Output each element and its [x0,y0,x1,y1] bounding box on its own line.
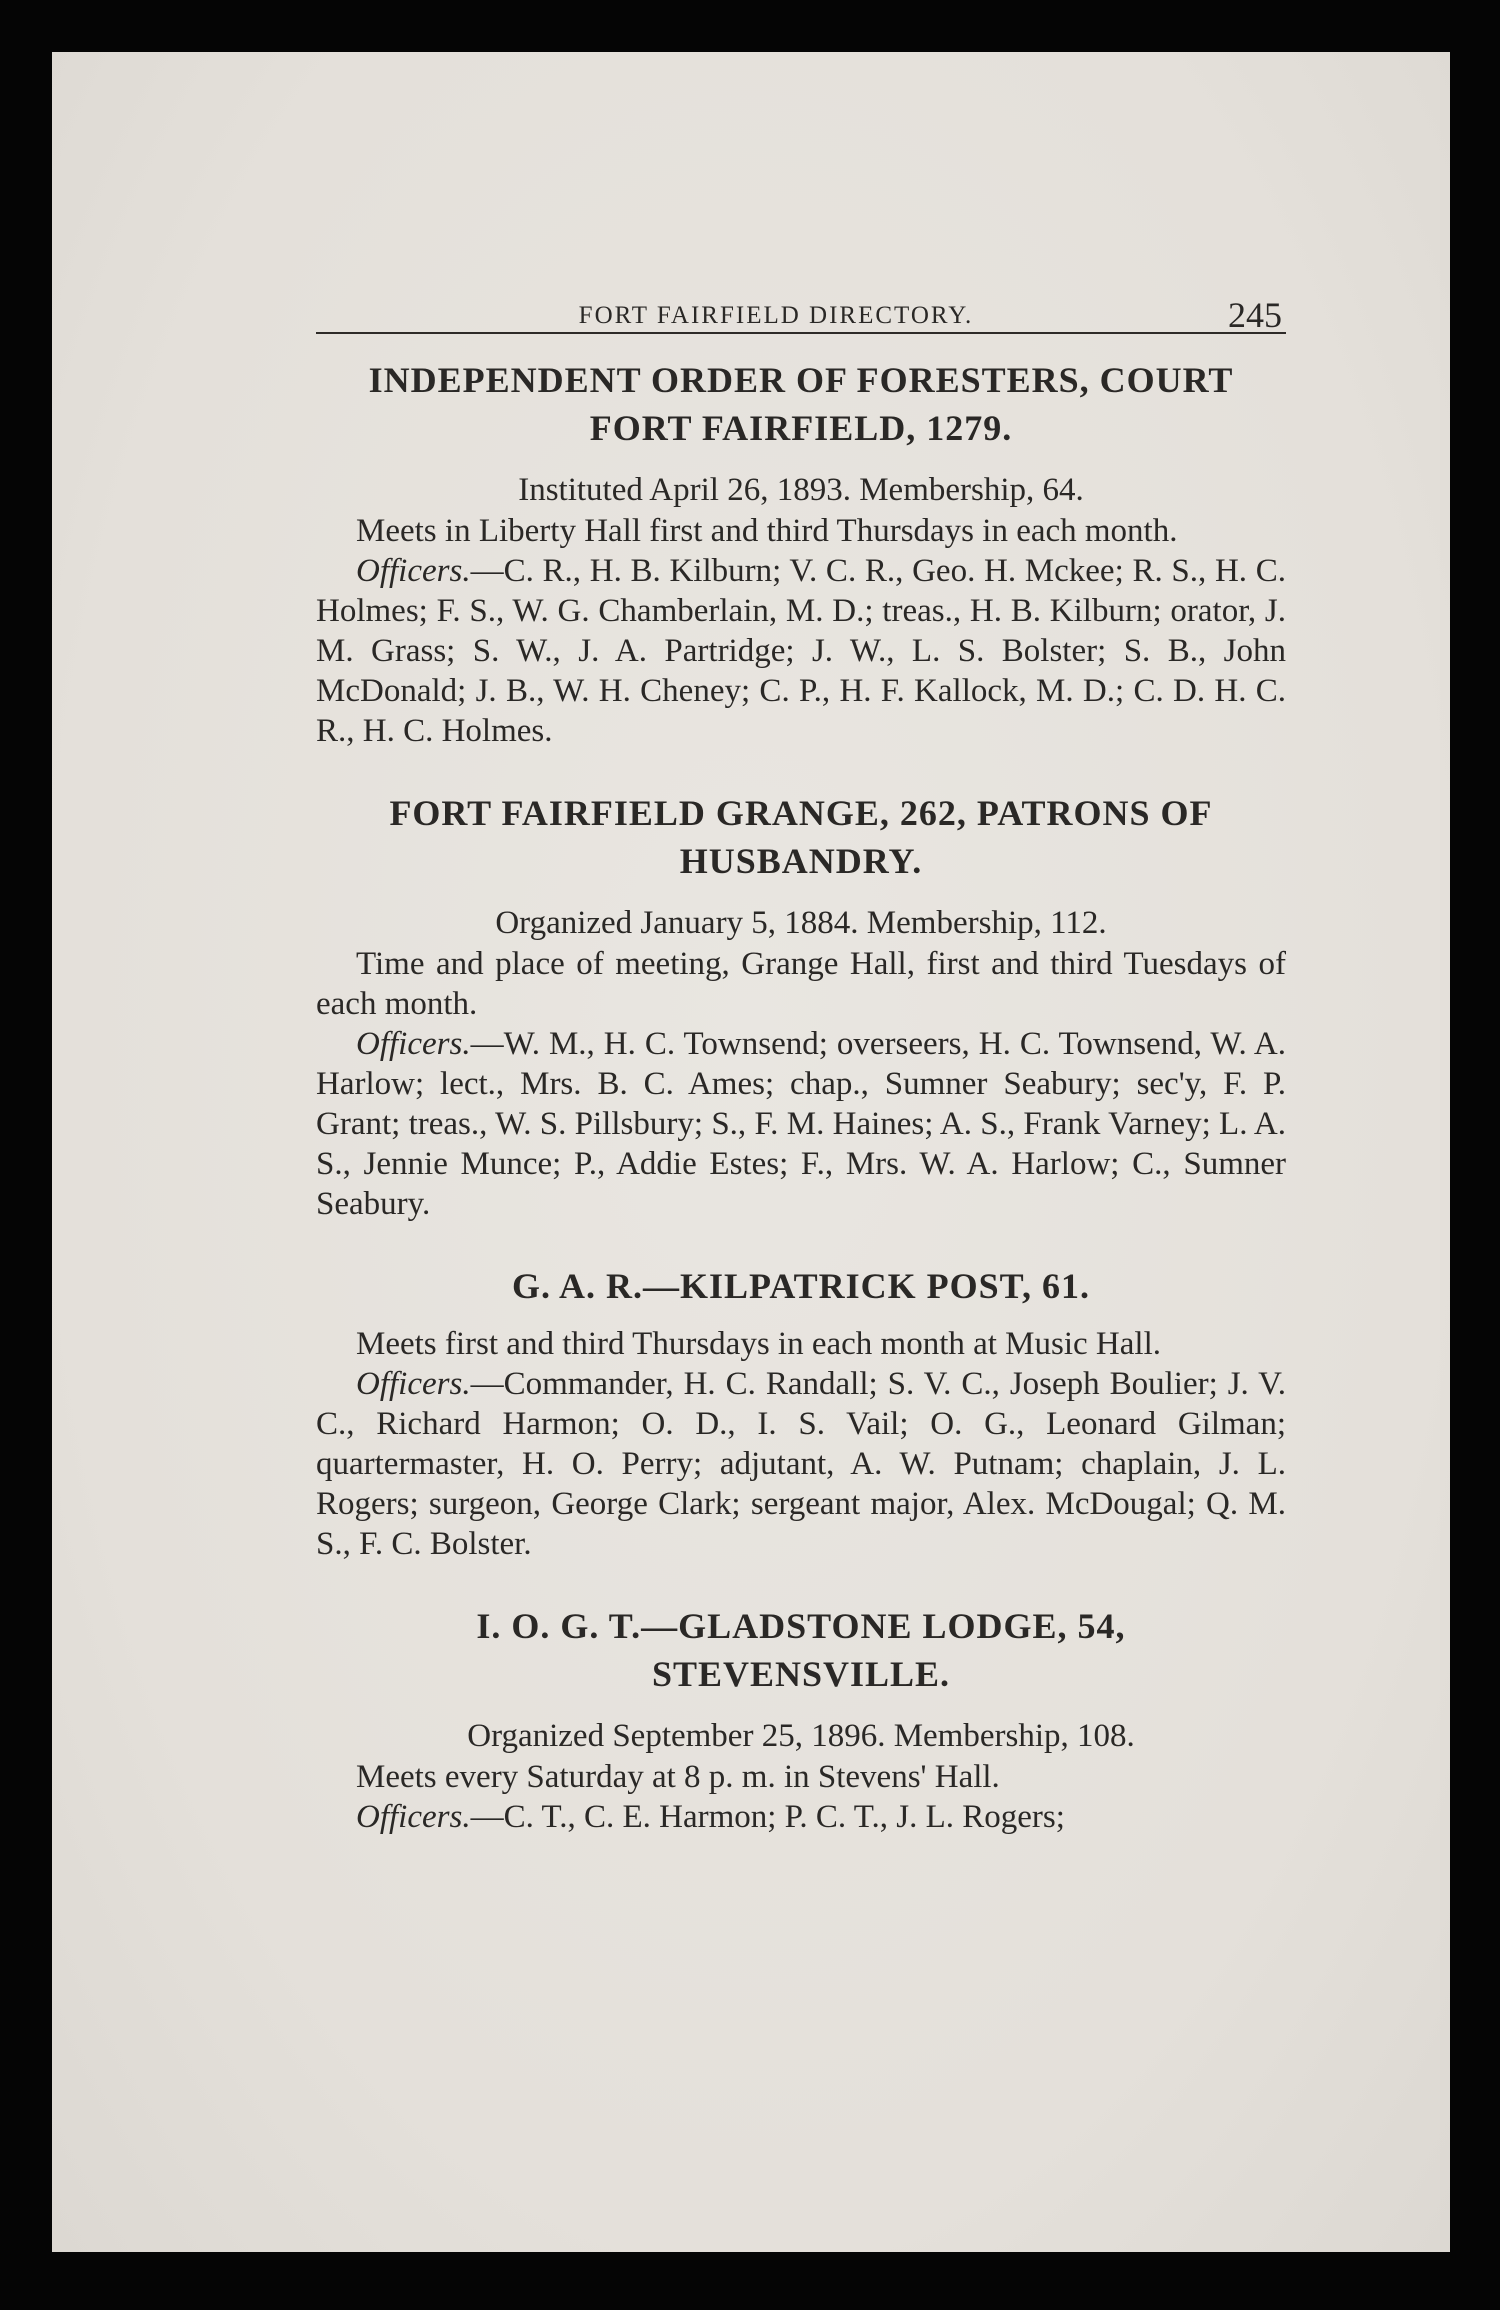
officers-label: Officers. [356,1366,471,1402]
officers-label: Officers. [356,1026,471,1062]
heading-line-1: INDEPENDENT ORDER OF FORESTERS, COURT [368,360,1234,400]
section-heading [316,789,1286,885]
section-heading [316,1602,1286,1698]
page-content [316,252,1286,1837]
officers-text: —Commander, H. C. Randall; S. V. C., Joseph Boulier; J. V. C., Richard Harmon; O. D., I. S. Vail; O. G., Leonard Gilman; quartermaster, H. O. Perry; adjutant, A. W. Putnam; chaplain, J. L. Rogers; surgeon, George Clark; sergeant major, Alex. McDougal; Q. M. S., F. C. Bolster. [316,1366,1286,1562]
officers-text: —C. R., H. B. Kilburn; V. C. R., Geo. H. Mckee; R. S., H. C. Holmes; F. S., W. G. Chamberlain, M. D.; treas., H. B. Kilburn; orator, J. M. Grass; S. W., J. A. Partridge; J. W., L. S. Bolster; S. B., John McDonald; J. B., W. H. Cheney; C. P., H. F. Kallock, M. D.; C. D. H. C. R., H. C. Holmes. [316,553,1286,749]
book-page [52,52,1450,2252]
section-grange [316,789,1286,1224]
meeting-info: Meets every Saturday at 8 p. m. in Stevens' Hall. [356,1759,1000,1795]
officers-text: —W. M., H. C. Townsend; overseers, H. C. Townsend, W. A. Harlow; lect., Mrs. B. C. Ames; chap., Sumner Seabury; sec'y, F. P. Grant; treas., W. S. Pillsbury; S., F. M. Haines; A. S., Frank Varney; L. A. S., Jennie Munce; P., Addie Estes; F., Mrs. W. A. Harlow; C., Sumner Seabury. [316,1026,1286,1222]
section-meta: Instituted April 26, 1893. Membership, 64. [518,472,1084,508]
section-meta: Organized September 25, 1896. Membership, 108. [467,1718,1135,1754]
officers-paragraph [316,1364,1286,1564]
officers-paragraph [316,1024,1286,1224]
heading-line-1: I. O. G. T.—GLADSTONE LODGE, 54, [476,1606,1126,1646]
running-head-title: FORT FAIRFIELD DIRECTORY. [578,302,974,329]
heading-line-1: G. A. R.—KILPATRICK POST, 61. [511,1266,1091,1306]
meeting-info: Time and place of meeting, Grange Hall, first and third Tuesdays of each month. [316,946,1286,1022]
heading-line-2: STEVENSVILLE. [651,1654,951,1694]
heading-line-2: FORT FAIRFIELD, 1279. [589,408,1013,448]
section-heading [316,356,1286,452]
page-number: 245 [1228,295,1282,335]
officers-paragraph [316,1797,1286,1837]
section-heading [316,1262,1286,1310]
officers-label: Officers. [356,553,471,589]
heading-line-1: FORT FAIRFIELD GRANGE, 262, PATRONS OF [389,793,1213,833]
meeting-info: Meets in Liberty Hall first and third Thursdays in each month. [356,513,1178,549]
section-gar [316,1262,1286,1564]
section-foresters [316,356,1286,751]
officers-text: —C. T., C. E. Harmon; P. C. T., J. L. Rogers; [470,1799,1065,1835]
running-head [316,252,1286,334]
section-meta: Organized January 5, 1884. Membership, 112. [495,905,1107,941]
officers-label: Officers. [356,1799,471,1835]
section-iogt [316,1602,1286,1837]
meeting-info: Meets first and third Thursdays in each month at Music Hall. [356,1326,1161,1362]
officers-paragraph [316,551,1286,751]
heading-line-2: HUSBANDRY. [679,841,923,881]
